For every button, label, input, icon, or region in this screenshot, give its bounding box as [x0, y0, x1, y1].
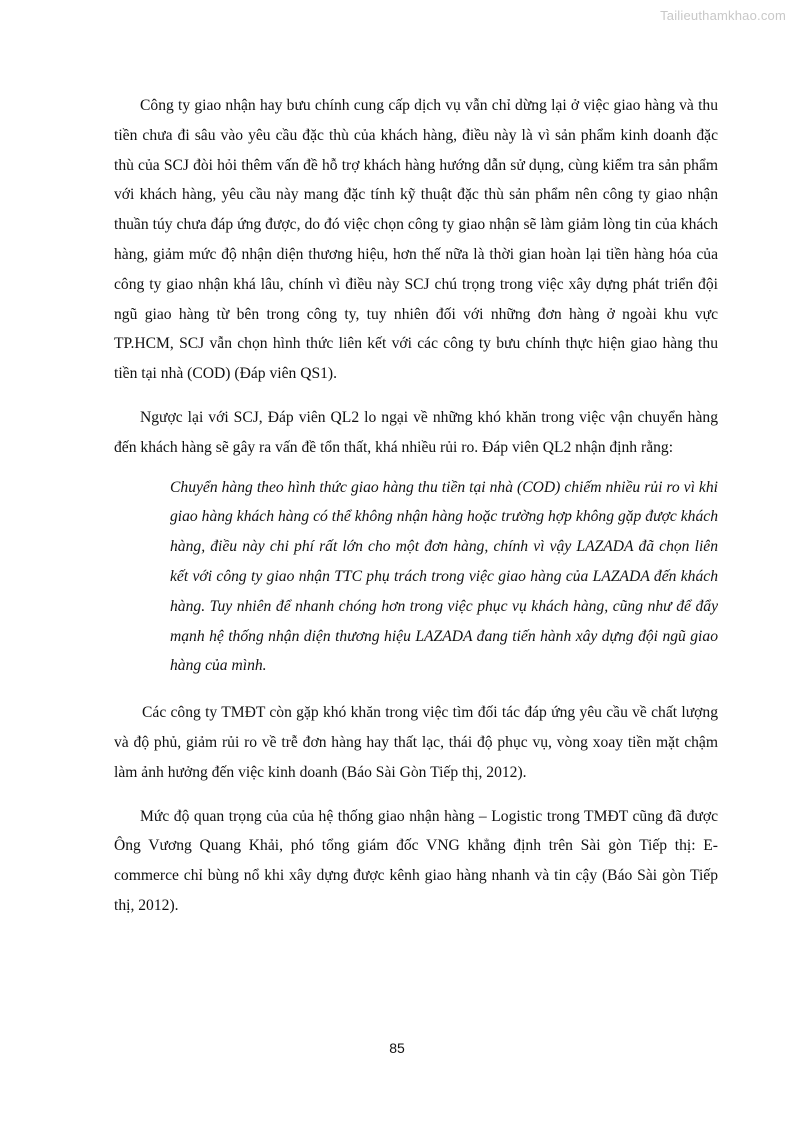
page-number: 85 — [389, 1040, 405, 1056]
paragraph-scj-delivery: Công ty giao nhận hay bưu chính cung cấp dịch vụ vẫn chỉ dừng lại ở việc giao hàng và thu tiền chưa đi sâu vào yêu cầu đặc thù của khách hàng, điều này là vì sản phẩm kinh doanh đặc thù của SCJ đòi hỏi thêm vấn đề hỗ trợ khách hàng hướng dẫn sử dụng, cùng kiểm tra sản phẩm với khách hàng, yêu cầu này mang đặc tính kỹ thuật đặc thù sản phẩm nên công ty giao nhận thuần túy chưa đáp ứng được, do đó việc chọn công ty giao nhận sẽ làm giảm lòng tin của khách hàng, giảm mức độ nhận diện thương hiệu, hơn thế nữa là thời gian hoàn lại tiền hàng hóa của công ty giao nhận khá lâu, chính vì điều này SCJ chú trọng trong việc xây dựng phát triển đội ngũ giao hàng từ bên trong công ty, tuy nhiên đối với những đơn hàng ở ngoài khu vực TP.HCM, SCJ vẫn chọn hình thức liên kết với các công ty bưu chính thực hiện giao hàng thu tiền tại nhà (COD) (Đáp viên QS1). — [114, 97, 718, 383]
document-body — [114, 91, 718, 935]
paragraph-logistics-importance: Mức độ quan trọng của của hệ thống giao nhận hàng – Logistic trong TMĐT cũng đã được Ông Vương Quang Khải, phó tổng giám đốc VNG khẳng định trên Sài gòn Tiếp thị: E-commerce chỉ bùng nổ khi xây dựng được kênh giao hàng nhanh và tin cậy (Báo Sài gòn Tiếp thị, 2012). — [114, 807, 718, 914]
watermark-text: Tailieuthamkhao.com — [660, 8, 786, 23]
paragraph-ql2-opinion: Ngược lại với SCJ, Đáp viên QL2 lo ngại về những khó khăn trong việc vận chuyển hàng đến khách hàng sẽ gây ra vấn đề tổn thất, khá nhiều rủi ro. Đáp viên QL2 nhận định rằng: — [114, 408, 718, 456]
block-quote-lazada: Chuyển hàng theo hình thức giao hàng thu tiền tại nhà (COD) chiếm nhiều rủi ro vì khi giao hàng khách hàng có thể không nhận hàng hoặc trường hợp không gặp được khách hàng, điều này chi phí rất lớn cho một đơn hàng, chính vì vậy LAZADA đã chọn liên kết với công ty giao nhận TTC phụ trách trong việc giao hàng của LAZADA đến khách hàng. Tuy nhiên để nhanh chóng hơn trong việc phục vụ khách hàng, cũng như để đẩy mạnh hệ thống nhận diện thương hiệu LAZADA đang tiến hành xây dựng đội ngũ giao hàng của mình. — [170, 478, 718, 675]
paragraph-ecommerce-challenges: Các công ty TMĐT còn gặp khó khăn trong việc tìm đối tác đáp ứng yêu cầu về chất lượng và độ phủ, giảm rủi ro về trễ đơn hàng hay thất lạc, thái độ phục vụ, vòng xoay tiền mặt chậm làm ảnh hưởng đến việc kinh doanh (Báo Sài Gòn Tiếp thị, 2012). — [114, 704, 718, 781]
